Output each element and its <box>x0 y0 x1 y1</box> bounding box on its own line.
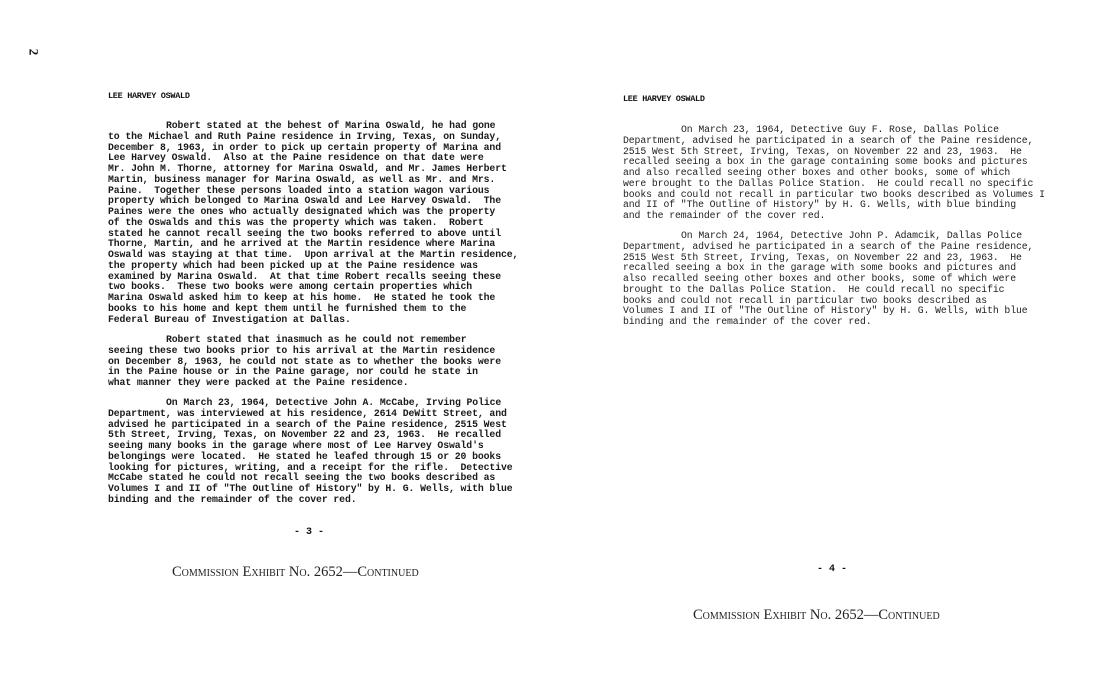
exhibit-caption: Commission Exhibit No. 2652—Continued <box>172 564 419 580</box>
exhibit-caption: Commission Exhibit No. 2652—Continued <box>693 607 940 623</box>
page-header: LEE HARVEY OSWALD <box>623 94 705 104</box>
corner-page-mark: 2 <box>26 48 42 56</box>
paragraph: Robert stated at the behest of Marina Oswald, he had gone to the Michael and Ruth Paine residence in Irving, Texas, on Sunday, December 8, 1963, in order to pick up certain property of Marina and Lee Harvey Oswald. Also at the Paine residence on that date were Mr. John M. Thorne, attorney for Marina Oswald, and Mr. James Herbert Martin, business manager for Marina Oswald, as well as Mr. and Mrs. Paine. Together these persons loaded into a station wagon various property which belonged to Marina Oswald and Lee Harvey Oswald. The Paines were the ones who actually designated which was the property of the Oswalds and this was the property which was taken. Robert stated he cannot recall seeing the two books referred to above until Thorne, Martin, and he arrived at the Martin residence where Marina Oswald was staying at that time. Upon arrival at the Martin residence, the property which had been picked up at the Paine residence was examined by Marina Oswald. At that time Robert recalls seeing these two books. These two books were among certain properties which Marina Oswald asked him to keep at his home. He stated he took the books to his home and kept them until he furnished them to the Federal Bureau of Investigation at Dallas. <box>108 120 519 325</box>
page-header: LEE HARVEY OSWALD <box>108 91 190 101</box>
paragraph: On March 24, 1964, Detective John P. Adamcik, Dallas Police Department, advised he participated in a search of the Paine residence, 2515 West 5th Street, Irving, Texas, on November 22 and 23, 1963. He recalled seeing a box in the garage with some books and pictures and also recalled seeing other boxes and other books, some of which were brought to the Dallas Police Station. He could recall no specific books and could not recall in particular two books described as Volumes I and II of "The Outline of History" by H. G. Wells, with blue binding and the remainder of the cover red. <box>623 230 1034 327</box>
page-number: - 3 - <box>294 527 325 538</box>
paragraph: On March 23, 1964, Detective John A. McCabe, Irving Police Department, was interviewed at his residence, 2614 DeWitt Street, and advised he participated in a search of the Paine residence, 2515 West 5th Street, Irving, Texas, on November 22 and 23, 1963. He recalled seeing many books in the garage where most of Lee Harvey Oswald's belongings were located. He stated he leafed through 15 or 20 books looking for pictures, writing, and a receipt for the rifle. Detective McCabe stated he could not recall seeing the two books described as Volumes I and II of "The Outline of History" by H. G. Wells, with blue binding and the remainder of the cover red. <box>108 397 513 505</box>
paragraph: Robert stated that inasmuch as he could not remember seeing these two books prior to his arrival at the Martin residence on December 8, 1963, he could not state as to whether the books were in the Paine house or in the Paine garage, nor could he state in what manner they were packed at the Paine residence. <box>108 334 501 388</box>
page-number: - 4 - <box>817 564 848 575</box>
paragraph: On March 23, 1964, Detective Guy F. Rose, Dallas Police Department, advised he participated in a search of the Paine residence, 2515 West 5th Street, Irving, Texas, on November 22 and 23, 1963. He recalled seeing a box in the garage containing some books and pictures and also recalled seeing other boxes and other books, some of which were brought to the Dallas Police Station. He could recall no specific books and could not recall in particular two books described as Volumes I and II of "The Outline of History" by H. G. Wells, with blue binding and the remainder of the cover red. <box>623 124 1045 221</box>
